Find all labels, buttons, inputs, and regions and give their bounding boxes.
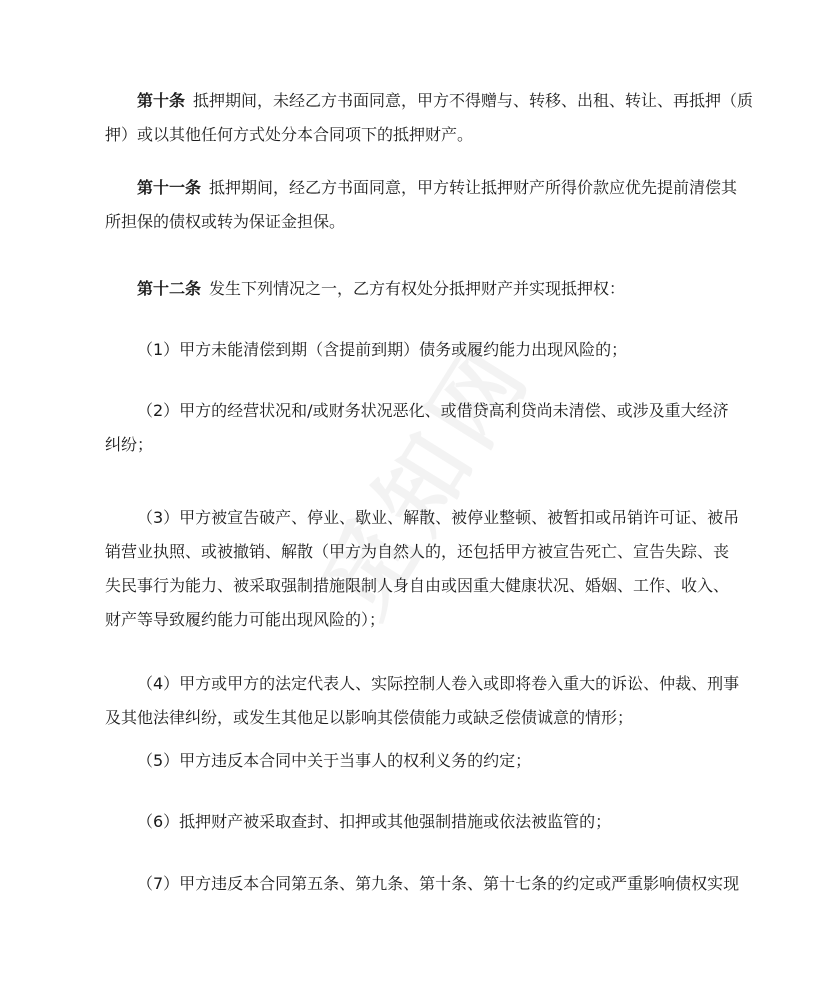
paragraph-line	[105, 272, 727, 306]
article-heading: 第十条	[137, 91, 186, 110]
line-text: 财产等导致履约能力可能出现风险的）；	[105, 610, 386, 629]
line-text: 抵押期间，经乙方书面同意，甲方转让抵押财产所得价款应优先提前清偿其	[209, 178, 738, 197]
paragraph	[105, 171, 738, 239]
line-text: （2）甲方的经营状况和/或财务状况恶化、或借贷高利贷尚未清偿、或涉及重大经济	[137, 401, 729, 420]
paragraph-line	[105, 84, 754, 118]
paragraph	[105, 667, 740, 735]
line-text: （4）甲方或甲方的法定代表人、实际控制人卷入或即将卷入重大的诉讼、仲裁、刑事	[137, 674, 740, 693]
paragraph-line	[105, 805, 727, 839]
line-text: （3）甲方被宣告破产、停业、歇业、解散、被停业整顿、被暂扣或吊销许可证、被吊	[137, 508, 740, 527]
paragraph-line	[105, 428, 727, 462]
paragraph	[105, 867, 740, 901]
line-text: 销营业执照、或被撤销、解散（甲方为自然人的，还包括甲方被宣告死亡、宣告失踪、丧	[105, 542, 730, 561]
paragraph	[105, 744, 727, 778]
paragraph-line	[105, 205, 727, 239]
paragraph	[105, 333, 727, 367]
article-heading: 第十二条	[137, 279, 202, 298]
line-text: 发生下列情况之一，乙方有权处分抵押财产并实现抵押权：	[209, 279, 626, 298]
paragraph	[105, 501, 740, 637]
paragraph-line	[105, 171, 738, 205]
paragraph-line	[105, 603, 727, 637]
paragraph-line	[105, 394, 727, 428]
article-heading: 第十一条	[137, 178, 202, 197]
line-text: 失民事行为能力、被采取强制措施限制人身自由或因重大健康状况、婚姻、工作、收入、	[105, 576, 730, 595]
paragraph-line	[105, 569, 730, 603]
line-text: 所担保的债权或转为保证金担保。	[105, 212, 346, 231]
line-text: （7）甲方违反本合同第五条、第九条、第十条、第十七条的约定或严重影响债权实现	[137, 874, 740, 893]
paragraph-line	[105, 535, 730, 569]
paragraph	[105, 805, 727, 839]
paragraph-line	[105, 744, 727, 778]
paragraph-line	[105, 333, 727, 367]
line-text: （1）甲方未能清偿到期（含提前到期）债务或履约能力出现风险的；	[137, 340, 628, 359]
line-text: （5）甲方违反本合同中关于当事人的权利义务的约定；	[137, 751, 532, 770]
paragraph-line	[105, 667, 740, 701]
paragraph	[105, 394, 727, 462]
line-text: （6）抵押财产被采取查封、扣押或其他强制措施或依法被监管的；	[137, 812, 612, 831]
paragraph-line	[105, 701, 727, 735]
line-text: 押）或以其他任何方式处分本合同项下的抵押财产。	[105, 125, 474, 144]
paragraph-line	[105, 118, 727, 152]
paragraph	[105, 84, 754, 152]
line-text: 及其他法律纠纷，或发生其他足以影响其偿债能力或缺乏偿债诚意的情形；	[105, 708, 634, 727]
line-text: 纠纷；	[105, 435, 154, 454]
paragraph-line	[105, 501, 740, 535]
paragraph	[105, 272, 727, 306]
line-text: 抵押期间，未经乙方书面同意，甲方不得赠与、转移、出租、转让、再抵押（质	[193, 91, 754, 110]
paragraph-line	[105, 867, 740, 901]
